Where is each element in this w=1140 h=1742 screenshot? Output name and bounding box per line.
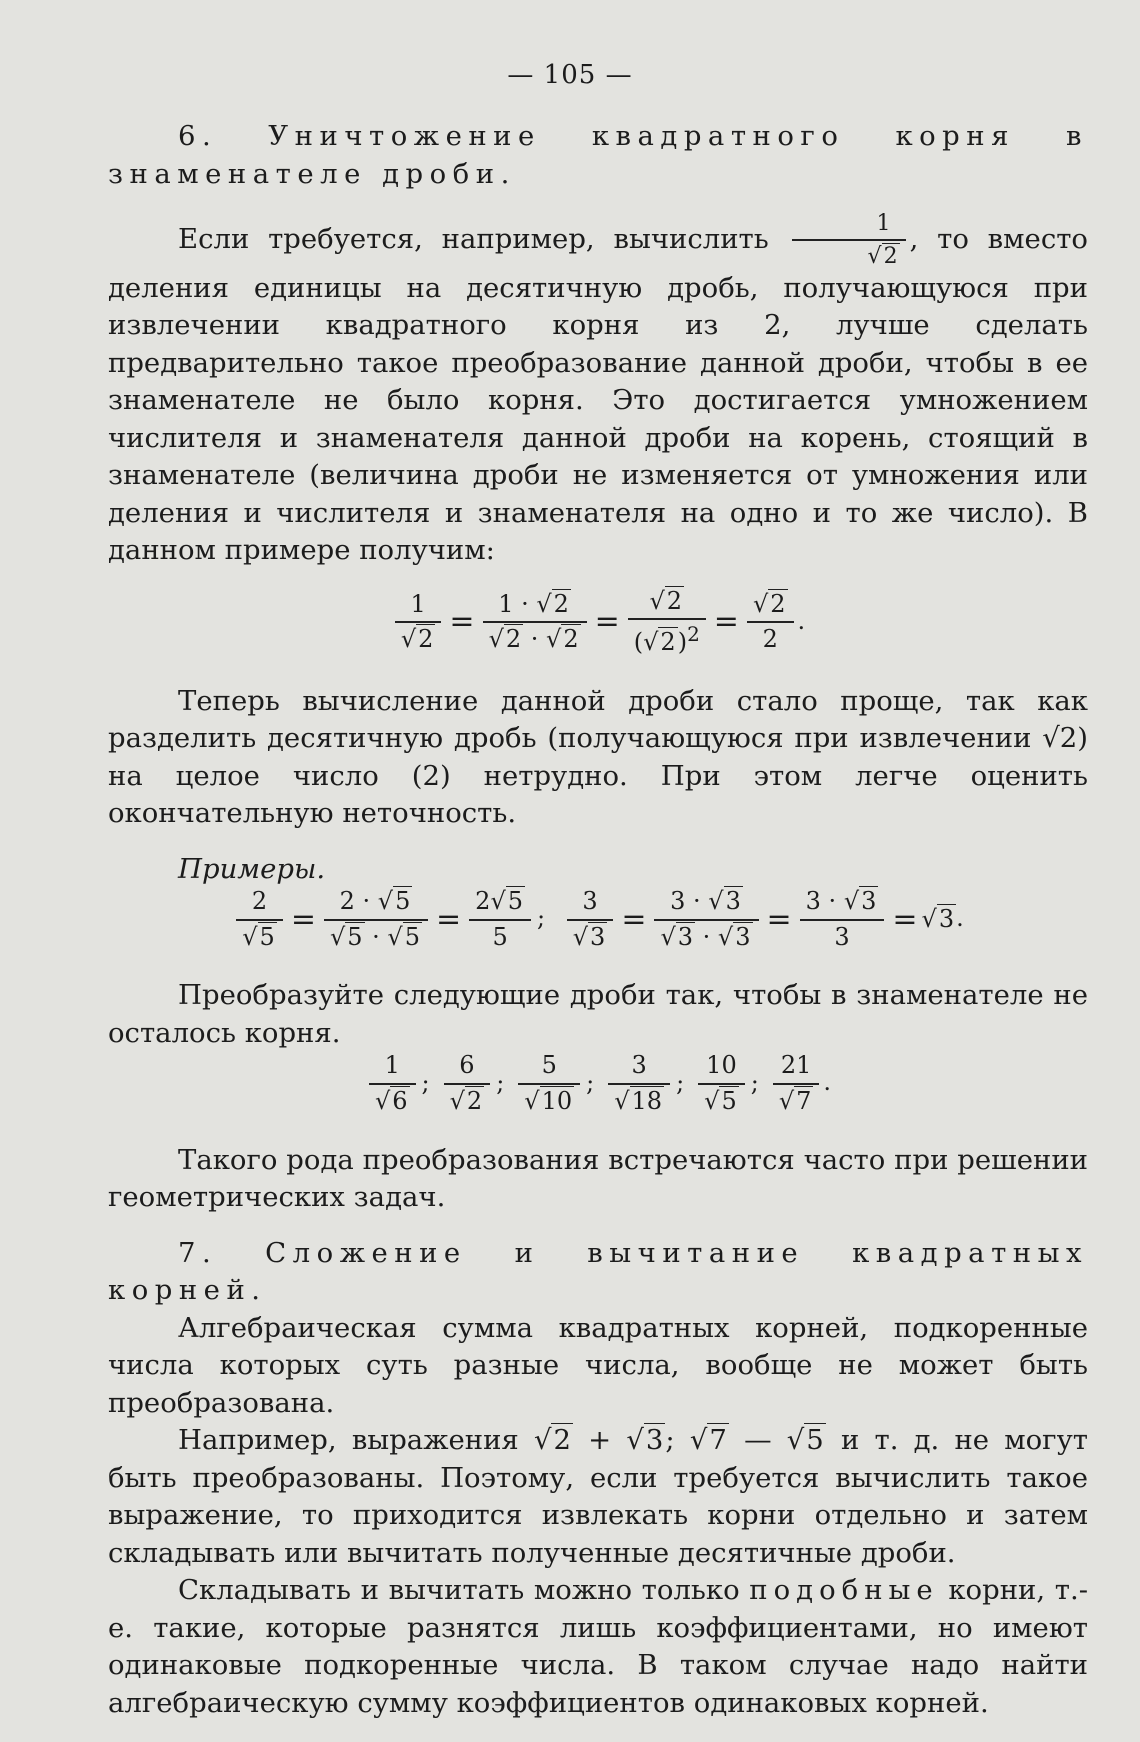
radicand: 2	[553, 1424, 571, 1457]
paragraph-simplification: Теперь вычисление данной дроби стало проще, так как разделить десятичную дробь (получающуюся при извлечении √2) на целое число (2) нетрудно. При этом легче оценить окончательную неточность.	[108, 684, 1088, 830]
paragraph-algebraic-sum: Алгебраическая сумма квадратных корней, подкоренные числа которых суть разные числа, вообще не может быть преобразована.	[108, 1311, 1088, 1419]
radicand: 7	[709, 1424, 727, 1457]
formula-examples: $\frac{2}{√5}$ = $\frac{2 \cdot √5}{√5 \cdot √5}$ = $\frac{2√5}{5}$ ; $\frac{3}{√3}$ = $\frac{3 \cdot √3}{√3 \cdot √3}$ = $\frac{3 \cdot √3}{3}$ = √3.	[108, 888, 1088, 951]
radicand: 3	[725, 887, 741, 916]
numerator: 3 · √3	[654, 888, 758, 921]
radicand: 3	[645, 1424, 664, 1457]
radicand: 5	[721, 1087, 737, 1116]
paragraph-sum-examples: Например, выражения √2 + √3; √7 — √5 и т. д. не могут быть преобразованы. Поэтому, если требуется вычислить такое выражение, то приходится извлекать корни отдельно и затем складывать или вычитать полученные десятичные дроби.	[108, 1424, 1088, 1569]
section-7-title: Сложение и вычитание квадратных корней.	[108, 1236, 1089, 1307]
denominator: √2	[400, 625, 434, 654]
exercise-fraction	[518, 1052, 580, 1115]
section-6-heading	[108, 118, 1088, 193]
denominator: √2 · √2	[488, 625, 579, 654]
example-b-term-1	[567, 888, 614, 951]
intro-text-1: Если требуется, например, вычислить	[178, 222, 788, 255]
numerator: √2	[628, 588, 706, 621]
radicand: 3	[735, 922, 751, 951]
numerator: 5	[518, 1052, 580, 1085]
exercise-fraction	[444, 1052, 491, 1115]
page-body	[108, 118, 1088, 1722]
numerator: 3 · √3	[800, 888, 885, 921]
numerator: 10	[698, 1052, 745, 1085]
radicand: 18	[631, 1087, 663, 1116]
radicand: 2	[505, 625, 522, 654]
inline-fraction-denominator: √2	[867, 244, 898, 270]
numerator: 21	[773, 1052, 820, 1085]
exercise-fraction	[698, 1052, 745, 1115]
radicand: 5	[395, 887, 411, 916]
radicand: 2	[666, 586, 683, 615]
radicand: 10	[541, 1087, 573, 1116]
section-7-number: 7.	[178, 1236, 266, 1269]
example-b-term-2	[654, 888, 758, 951]
operator: +	[572, 1424, 627, 1457]
radicand: 5	[806, 1424, 824, 1457]
radicand: 2	[660, 628, 676, 657]
examples-label: Примеры.	[178, 852, 326, 885]
denominator: 5	[492, 922, 508, 951]
paragraph-exercise-instructions: Преобразуйте следующие дроби так, чтобы в знаменателе не осталось корня.	[108, 979, 1088, 1049]
operator: —	[728, 1424, 787, 1457]
formula-term-2	[483, 591, 587, 654]
radicand: 3	[938, 905, 955, 934]
exercise-fraction	[608, 1052, 670, 1115]
radicand: 2	[553, 589, 569, 618]
denominator: √18	[614, 1087, 663, 1116]
numerator: 2	[236, 888, 283, 921]
factor: 2	[475, 887, 491, 916]
section-6-number: 6.	[178, 120, 269, 152]
numerator: 3	[567, 888, 614, 921]
radicand: 5	[347, 922, 363, 951]
exercise-fraction	[369, 1052, 416, 1115]
formula-rationalize: $\frac{1}{√2}$ = $\frac{1 \cdot √2}{√2 \cdot √2}$ = $\frac{√2}{(√2)^2}$ = $\frac{√2}{2}$ .	[108, 588, 1088, 657]
denominator: 2	[762, 625, 778, 654]
radicand: 2	[418, 625, 434, 654]
denominator: 3	[834, 922, 850, 951]
denominator: √7	[778, 1087, 812, 1116]
inline-fraction-numerator: 1	[792, 211, 906, 241]
exponent: 2	[687, 622, 700, 647]
example-b-term-3	[800, 888, 885, 951]
intro-text-2: , то вместо деления единицы на десятичную дробь, получающуюся при извлечении квадратного корня из 2, лучше сделать предварительно такое преобразование данной дроби, чтобы в ее знаменателе не было корня. Это достигается умножением числителя и знаменателя данной дроби на корень, стоящий в знаменателе (величина дроби не изменяется от умножения или деления и числителя и знаменателя на одно и то же число). В данном примере получим:	[108, 222, 1088, 567]
denominator: √3	[572, 922, 606, 951]
page-number: — 105 —	[507, 60, 633, 90]
denominator: √10	[524, 1087, 573, 1116]
radicand: 5	[259, 922, 275, 951]
text: корни, т.-е. такие, которые разнятся лишь коэффициентами, но имеют одинаковые подкоренные числа. В таком случае надо найти алгебраическую сумму коэффициентов одинаковых корней.	[108, 1574, 1088, 1719]
paragraph-geometric-note: Такого рода преобразования встречаются часто при решении геометрических задач.	[108, 1143, 1088, 1214]
formula-term-4	[747, 591, 794, 654]
factor: 1 ·	[498, 589, 537, 618]
denominator: √5	[704, 1087, 737, 1116]
exercise-fractions: $\frac{1}{√6}$ ; $\frac{6}{√2}$ ; $\frac{5}{√10}$ ; $\frac{3}{√18}$ ; $\frac{10}{√5}$ ; $\frac{21}{√7}$ .	[108, 1052, 1088, 1115]
section-6-title: Уничтожение квадратного корня в знаменателе дроби.	[108, 120, 1089, 190]
radicand: 5	[507, 887, 524, 916]
radicand: 7	[796, 1087, 812, 1116]
paragraph-intro	[108, 211, 1088, 570]
radicand: 3	[590, 922, 606, 951]
example-a-term-1	[236, 888, 283, 951]
radicand: 5	[404, 922, 421, 951]
example-a-term-2	[324, 888, 428, 951]
text: Складывать и вычитать можно только	[178, 1574, 750, 1607]
numerator: √2	[747, 591, 794, 624]
text: и т. д. не могут быть преобразованы. Поэтому, если требуется вычислить такое выражение, то приходится извлекать корни отдельно и затем складывать или вычитать полученные десятичные дроби.	[108, 1424, 1088, 1569]
denominator: √6	[374, 1087, 408, 1116]
factor: 2 ·	[339, 887, 378, 916]
radicand: 2	[770, 589, 786, 618]
denominator: √5	[242, 922, 275, 951]
spaced-term: подобные	[749, 1574, 939, 1607]
numerator: 1	[395, 591, 442, 624]
denominator: √2	[449, 1087, 483, 1116]
radicand: 3	[861, 887, 877, 916]
exercise-fraction	[773, 1052, 820, 1115]
radicand: 3	[677, 922, 694, 951]
formula-end-dot: .	[956, 904, 964, 933]
formula-term-3	[628, 588, 706, 657]
denominator: $(√2)^2$	[633, 622, 700, 657]
denominator: √3 · √3	[660, 922, 751, 951]
factor: 3 ·	[670, 887, 709, 916]
section-7-heading	[108, 1235, 1088, 1310]
numerator: 6	[444, 1052, 491, 1085]
text: Например, выражения	[178, 1424, 534, 1457]
factor: 3 ·	[805, 887, 844, 916]
numerator: 2√5	[469, 888, 531, 921]
numerator: 2 · √5	[324, 888, 428, 921]
numerator: 1	[369, 1052, 416, 1085]
radicand: 2	[466, 1087, 483, 1116]
paragraph-like-roots	[108, 1572, 1088, 1722]
radicand: 2	[563, 625, 579, 654]
inline-fraction	[792, 211, 906, 270]
separator: ;	[665, 1424, 690, 1457]
radicand: 2	[883, 244, 898, 270]
formula-end-dot: .	[797, 606, 806, 635]
numerator: 3	[608, 1052, 670, 1085]
denominator: √5 · √5	[329, 922, 421, 951]
radicand: 6	[392, 1087, 408, 1116]
example-b-term-4: √3	[921, 905, 955, 934]
formula-term-1	[395, 591, 442, 654]
numerator: 1 · √2	[483, 591, 587, 624]
example-a-term-3	[469, 888, 531, 951]
